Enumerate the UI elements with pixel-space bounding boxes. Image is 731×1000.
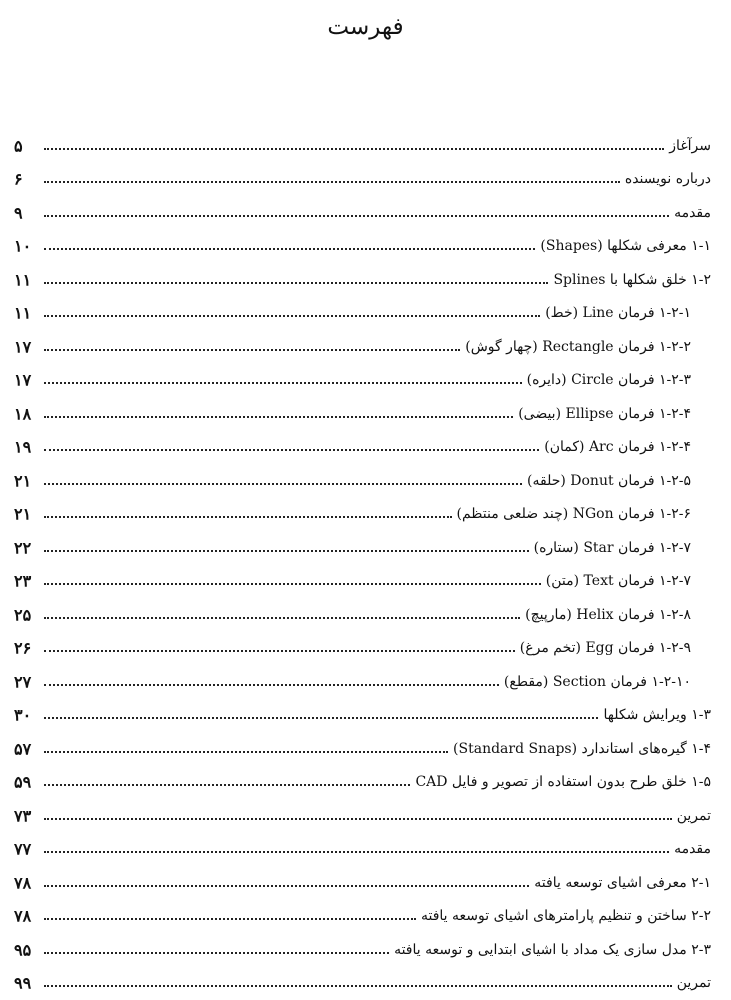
toc-leader-dots [44, 315, 540, 317]
toc-entry[interactable] [0, 464, 731, 498]
toc-page-number: ۲۲ [14, 538, 32, 558]
toc-page-number: ۵ [14, 136, 23, 156]
toc-entry[interactable] [0, 163, 731, 197]
toc-entry[interactable] [0, 598, 731, 632]
toc-entry-label: تمرین [674, 975, 711, 991]
toc-page-number: ۵۷ [14, 739, 32, 759]
toc-entry-label: ۱-۲-۵ فرمان Donut (حلقه) [524, 473, 691, 489]
toc-page-number: ۱۸ [14, 404, 32, 424]
toc-entry[interactable] [0, 866, 731, 900]
toc-leader-dots [44, 349, 460, 351]
toc-page-number: ۲۱ [14, 504, 32, 524]
toc-page-number: ۷۸ [14, 906, 32, 926]
toc-entry-label: ۲-۲ ساختن و تنظیم پارامترهای اشیای توسعه یافته [418, 908, 711, 924]
toc-leader-dots [44, 918, 416, 920]
toc-entry-label: ۱-۱ معرفی شکلها (Shapes) [537, 238, 711, 254]
toc-page-number: ۹۹ [14, 973, 32, 993]
toc-leader-dots [44, 650, 515, 652]
toc-page-number: ۲۱ [14, 471, 32, 491]
toc-entry[interactable] [0, 833, 731, 867]
toc-page-number: ۱۰ [14, 236, 32, 256]
toc-entry-label: ۱-۲-۱۰ فرمان Section (مقطع) [501, 674, 691, 690]
toc-entry[interactable] [0, 900, 731, 934]
toc-entry-label: ۱-۲-۷ فرمان Text (متن) [543, 573, 691, 589]
toc-page-number: ۵۹ [14, 772, 32, 792]
toc-page-number: ۳۰ [14, 705, 32, 725]
toc-entry-label: ۱-۳ ویرایش شکلها [600, 707, 711, 723]
toc-page-number: ۱۷ [14, 370, 32, 390]
toc-entry[interactable] [0, 297, 731, 331]
toc-entry-label: ۱-۵ خلق طرح بدون استفاده از تصویر و فایل CAD [412, 774, 711, 790]
toc-entry-label: ۱-۲-۶ فرمان NGon (چند ضلعی منتظم) [454, 506, 692, 522]
toc-page-number: ۷۳ [14, 806, 32, 826]
toc-entry[interactable] [0, 699, 731, 733]
toc-leader-dots [44, 851, 669, 853]
toc-leader-dots [44, 885, 529, 887]
toc-entry-label: مقدمه [671, 205, 711, 221]
toc-entry[interactable] [0, 766, 731, 800]
toc-leader-dots [44, 784, 410, 786]
toc-entry[interactable] [0, 531, 731, 565]
toc-leader-dots [44, 516, 452, 518]
toc-page-number: ۲۷ [14, 672, 32, 692]
toc-page-number: ۷۷ [14, 839, 32, 859]
toc-leader-dots [44, 717, 598, 719]
toc-leader-dots [44, 382, 522, 384]
toc-leader-dots [44, 583, 541, 585]
toc-entry-label: درباره نویسنده [622, 171, 711, 187]
toc-leader-dots [44, 952, 389, 954]
toc-entry-label: ۱-۲ خلق شکلها با Splines [550, 272, 711, 288]
toc-leader-dots [44, 550, 529, 552]
toc-entry-label: ۱-۴ گیره‌های استاندارد (Standard Snaps) [450, 741, 711, 757]
toc-entry-label: ۱-۲-۹ فرمان Egg (تخم مرغ) [517, 640, 691, 656]
toc-entry[interactable] [0, 967, 731, 1000]
toc-leader-dots [44, 483, 522, 485]
toc-entry-label: ۱-۲-۱ فرمان Line (خط) [542, 305, 691, 321]
toc-page-number: ۱۱ [14, 303, 32, 323]
toc-entry-label: ۱-۲-۸ فرمان Helix (مارپیچ) [522, 607, 691, 623]
toc-leader-dots [44, 148, 664, 150]
toc-entry[interactable] [0, 230, 731, 264]
page-title: فهرست [327, 14, 404, 40]
toc-entry-label: ۱-۲-۴ فرمان Arc (کمان) [541, 439, 691, 455]
toc-page-number: ۷۸ [14, 873, 32, 893]
toc-leader-dots [44, 751, 448, 753]
toc-leader-dots [44, 282, 548, 284]
toc-entry-label: تمرین [674, 808, 711, 824]
toc-entry[interactable] [0, 364, 731, 398]
toc-entry[interactable] [0, 799, 731, 833]
toc-entry[interactable] [0, 565, 731, 599]
toc-page-number: ۱۱ [14, 270, 32, 290]
toc-entry[interactable] [0, 732, 731, 766]
toc-page-number: ۶ [14, 169, 23, 189]
toc-entry[interactable] [0, 632, 731, 666]
toc-page-number: ۹۵ [14, 940, 32, 960]
toc-entry-label: ۱-۲-۴ فرمان Ellipse (بیضی) [515, 406, 691, 422]
toc-entry-label: مقدمه [671, 841, 711, 857]
toc-leader-dots [44, 215, 669, 217]
toc-entry[interactable] [0, 263, 731, 297]
toc-entry[interactable] [0, 933, 731, 967]
toc-entry-label: ۱-۲-۳ فرمان Circle (دایره) [524, 372, 691, 388]
toc-entry-label: ۲-۱ معرفی اشیای توسعه یافته [531, 875, 711, 891]
toc-entry-label: سرآغاز [666, 138, 711, 154]
toc-leader-dots [44, 985, 672, 987]
toc-page-number: ۲۳ [14, 571, 32, 591]
toc-leader-dots [44, 449, 539, 451]
toc-entry[interactable] [0, 196, 731, 230]
toc-page-number: ۲۶ [14, 638, 32, 658]
toc-leader-dots [44, 248, 535, 250]
toc-entry[interactable] [0, 665, 731, 699]
toc-page-number: ۱۹ [14, 437, 32, 457]
toc-entry[interactable] [0, 498, 731, 532]
toc-entry-label: ۲-۳ مدل سازی یک مداد با اشیای ابتدایی و توسعه یافته [391, 942, 711, 958]
toc-entry[interactable] [0, 431, 731, 465]
toc-page-number: ۲۵ [14, 605, 32, 625]
toc-leader-dots [44, 416, 513, 418]
toc-entry-label: ۱-۲-۲ فرمان Rectangle (چهار گوش) [462, 339, 691, 355]
toc-page-number: ۱۷ [14, 337, 32, 357]
toc-leader-dots [44, 181, 620, 183]
toc-entry-label: ۱-۲-۷ فرمان Star (ستاره) [531, 540, 691, 556]
toc-leader-dots [44, 684, 499, 686]
toc-leader-dots [44, 818, 672, 820]
toc-entry[interactable] [0, 330, 731, 364]
toc-page-number: ۹ [14, 203, 23, 223]
toc-leader-dots [44, 617, 520, 619]
toc-entry[interactable] [0, 397, 731, 431]
table-of-contents [0, 129, 731, 1000]
toc-entry[interactable] [0, 129, 731, 163]
